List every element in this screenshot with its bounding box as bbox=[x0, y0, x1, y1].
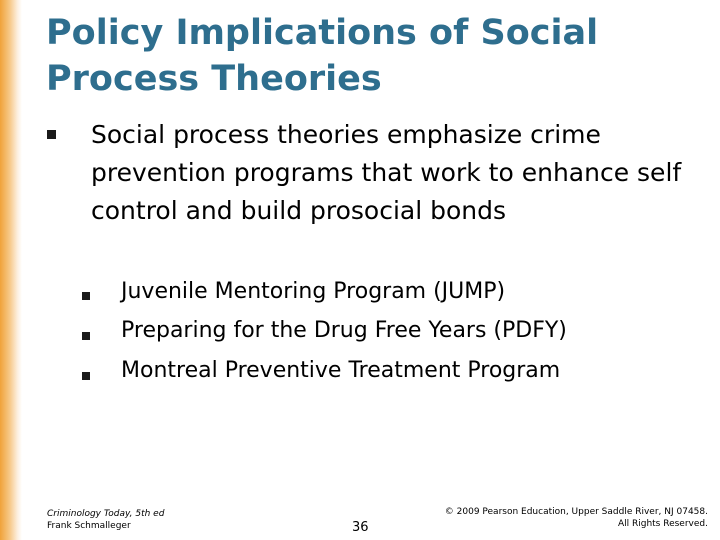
sub-bullet-montreal: Montreal Preventive Treatment Program bbox=[121, 358, 561, 383]
footer-author: Frank Schmalleger bbox=[47, 521, 131, 531]
copyright-line-2: All Rights Reserved. bbox=[617, 519, 708, 529]
copyright-line-1: © 2009 Pearson Education, Upper Saddle River, NJ 07458. bbox=[444, 507, 708, 517]
footer-book-title: Criminology Today, 5th ed bbox=[47, 509, 165, 519]
bullet-square-icon bbox=[47, 130, 56, 139]
footer-copyright bbox=[445, 506, 708, 530]
footer-book-info bbox=[47, 508, 164, 532]
bullet-square-icon bbox=[82, 332, 90, 340]
page-number: 36 bbox=[352, 520, 369, 535]
bullet-square-icon bbox=[82, 372, 90, 380]
left-accent-bar bbox=[0, 0, 22, 540]
main-bullet-text: Social process theories emphasize crime prevention programs that work to enhance self control and build prosocial bonds bbox=[91, 120, 682, 225]
slide-title: Policy Implications of Social Process Theories bbox=[46, 13, 599, 99]
sub-bullet-jump: Juvenile Mentoring Program (JUMP) bbox=[121, 279, 506, 304]
sub-bullet-pdfy: Preparing for the Drug Free Years (PDFY) bbox=[121, 318, 567, 343]
bullet-square-icon bbox=[82, 292, 90, 300]
